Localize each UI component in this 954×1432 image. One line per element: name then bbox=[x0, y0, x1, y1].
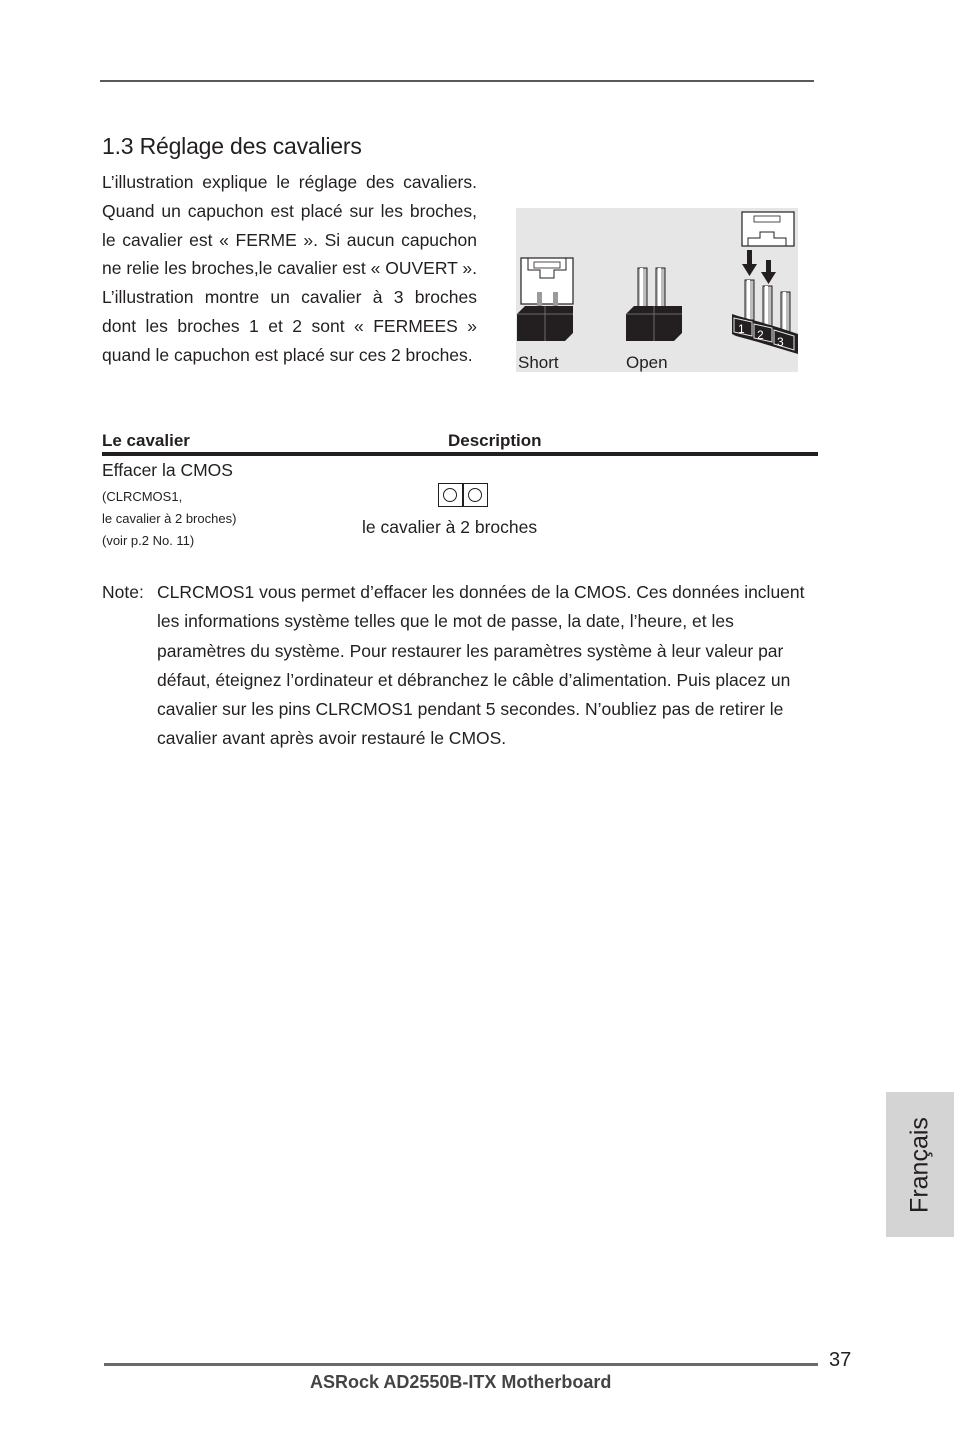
open-label: Open bbox=[626, 353, 668, 372]
pin-caption: le cavalier à 2 broches bbox=[362, 517, 538, 537]
language-label: Français bbox=[905, 1116, 934, 1213]
pin-number-2: 2 bbox=[757, 328, 764, 342]
row-title: Effacer la CMOS bbox=[102, 460, 233, 480]
jumper-diagram bbox=[516, 208, 798, 372]
pin-separator bbox=[462, 484, 464, 506]
language-tab bbox=[886, 1092, 954, 1237]
note-label: Note: bbox=[102, 582, 144, 602]
pin-circle-icon bbox=[443, 488, 457, 502]
top-rule bbox=[100, 80, 814, 82]
column-header-description: Description bbox=[448, 431, 542, 450]
pin-circle-icon bbox=[468, 488, 482, 502]
note-text: CLRCMOS1 vous permet d’effacer les données de la CMOS. Ces données incluent les informations système telles que le mot de passe, la date, l’heure, et les paramètres du système. Pour restaurer les paramètres système à leur valeur par défaut, éteignez l’ordinateur et débranchez le câble d’alimentation. Puis placez un cavalier sur les pins CLRCMOS1 pendant 5 secondes. N’oubliez pas de retirer le cavalier avant après avoir restauré le CMOS. bbox=[157, 582, 805, 749]
intro-paragraph: L’illustration explique le réglage des cavaliers. Quand un capuchon est placé sur les broches, le cavalier est « FERME ». Si aucun capuchon ne relie les broches,le cavalier est « OUVERT ». L’illustration montre un cavalier à 3 broches dont les broches 1 et 2 sont « FERMEES » quand le capuchon est placé sur ces 2 broches. bbox=[102, 172, 477, 365]
row-sub-line-1: (CLRCMOS1, bbox=[102, 489, 183, 504]
pin-number-3: 3 bbox=[777, 335, 784, 349]
page-number: 37 bbox=[829, 1349, 852, 1371]
short-jumper-icon bbox=[517, 258, 573, 341]
pin-number-1: 1 bbox=[738, 322, 745, 336]
footer-product: ASRock AD2550B-ITX Motherboard bbox=[310, 1372, 612, 1392]
two-pin-jumper-icon bbox=[438, 483, 488, 507]
open-jumper-icon bbox=[626, 268, 682, 341]
jumper-illustration bbox=[516, 208, 798, 372]
section-title: 1.3 Réglage des cavaliers bbox=[102, 133, 362, 159]
column-header-jumper: Le cavalier bbox=[102, 431, 190, 450]
row-sub-line-3: (voir p.2 No. 11) bbox=[102, 533, 195, 548]
row-sub-line-2: le cavalier à 2 broches) bbox=[102, 511, 237, 526]
short-label: Short bbox=[518, 353, 559, 372]
bottom-rule bbox=[104, 1363, 818, 1366]
table-header-rule bbox=[102, 452, 818, 456]
